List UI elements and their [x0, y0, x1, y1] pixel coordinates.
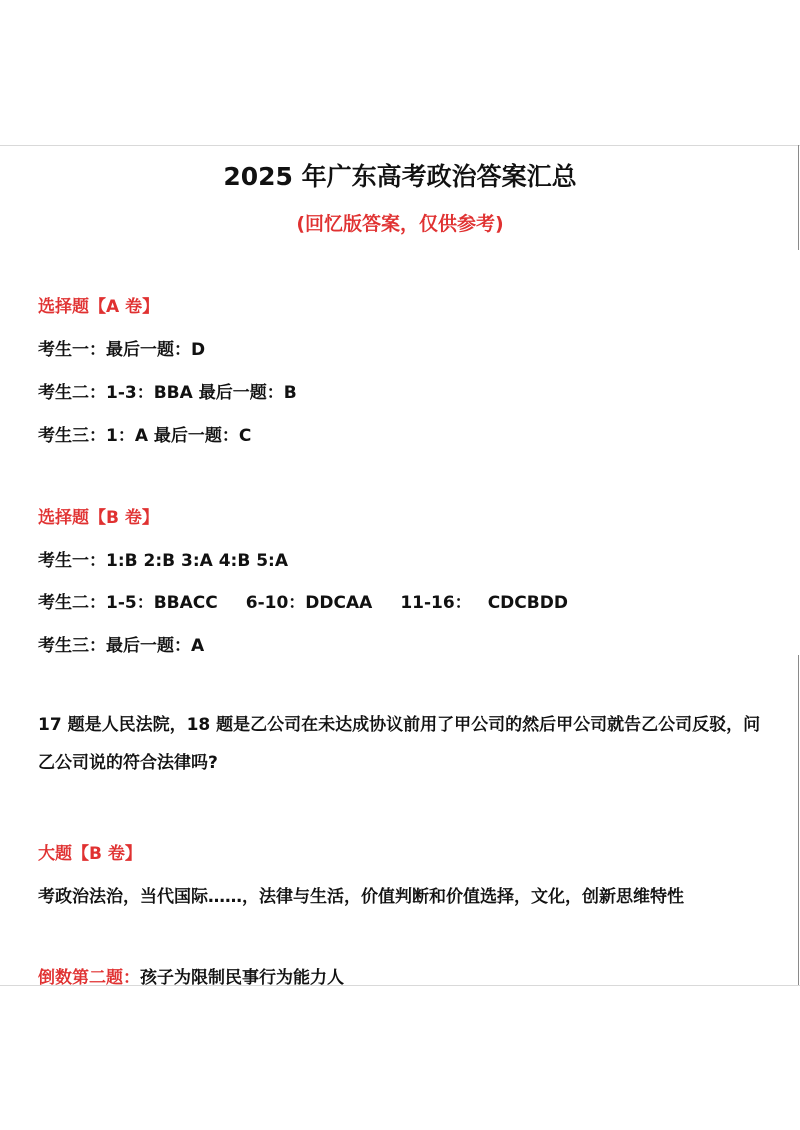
section-b-line-2	[38, 588, 568, 613]
question-note-paragraph: 17 题是人民法院，18 题是乙公司在未达成协议前用了甲公司的然后甲公司就告乙公司反驳，问乙公司说的符合法律吗?	[38, 715, 761, 773]
section-b-line-3: 考生三：最后一题：A	[38, 636, 205, 656]
second-last-label: 倒数第二题：	[38, 968, 140, 988]
section-b-line-2-part-1: 考生二：1-5：BBACC	[38, 593, 218, 613]
section-a-line-3: 考生三：1：A 最后一题：C	[38, 426, 252, 446]
page-subtitle: (回忆版答案，仅供参考)	[296, 213, 504, 235]
section-b-line-2-part-2: 6-10：DDCAA	[245, 593, 373, 613]
big-question-topics: 考政治法治，当代国际……，法律与生活，价值判断和价值选择，文化，创新思维特性	[38, 887, 684, 907]
section-b-line-1: 考生一：1:B 2:B 3:A 4:B 5:A	[38, 551, 288, 571]
section-a-line-2: 考生二：1-3：BBA 最后一题：B	[38, 383, 297, 403]
section-a-line-1: 考生一：最后一题：D	[38, 340, 206, 360]
section-b-heading: 选择题【B 卷】	[38, 508, 159, 528]
second-last-answer: 孩子为限制民事行为能力人	[140, 968, 344, 988]
second-last-question	[38, 963, 344, 988]
section-b-line-2-part-4: CDCBDD	[487, 593, 568, 613]
document-page	[0, 145, 800, 988]
big-question-heading: 大题【B 卷】	[38, 844, 142, 864]
section-a-heading: 选择题【A 卷】	[38, 297, 160, 317]
section-b-line-2-part-3: 11-16：	[400, 593, 472, 613]
page-title: 2025 年广东高考政治答案汇总	[223, 162, 577, 191]
